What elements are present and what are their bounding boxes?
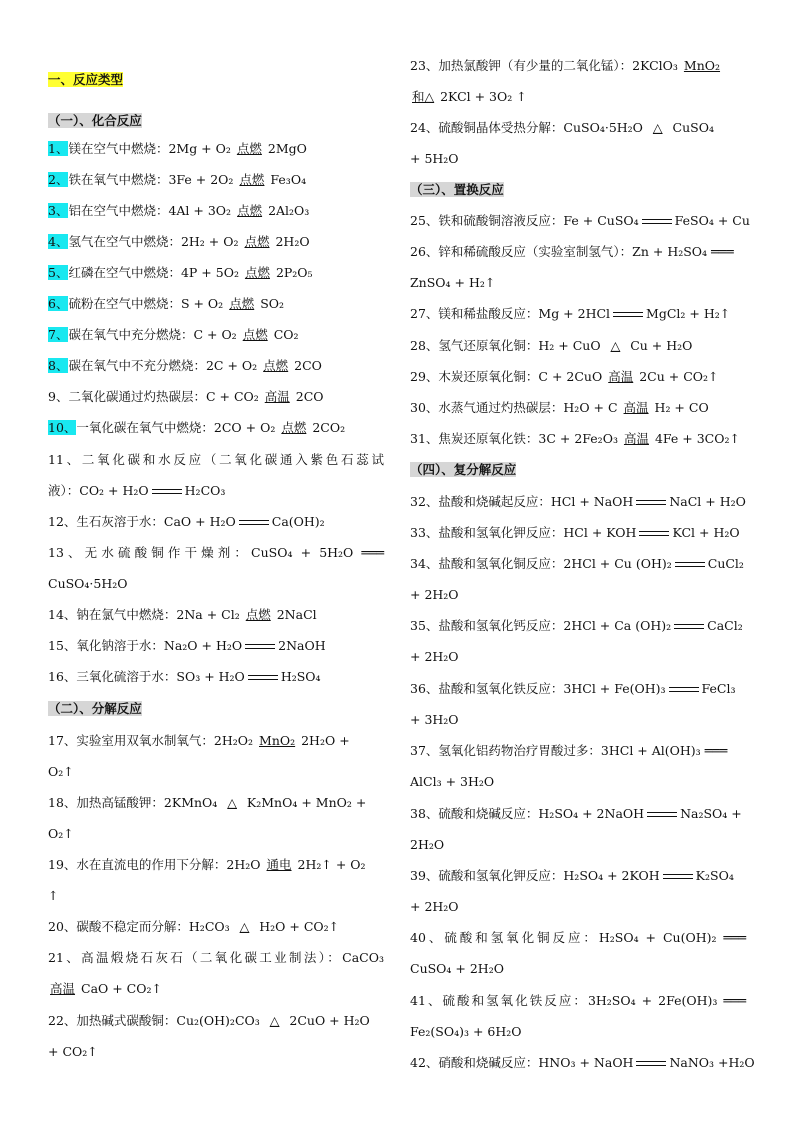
reaction-product: FeSO₄ + Cu: [674, 213, 750, 228]
reaction-text: 碳在氧气中不充分燃烧：2C + O₂: [68, 358, 258, 373]
reaction-line: [410, 743, 727, 759]
reaction-product: H₂O + CO₂↑: [259, 919, 340, 934]
reaction-line: [48, 265, 313, 281]
reaction-line: [48, 203, 309, 219]
reaction-condition: 高温: [50, 981, 76, 996]
reaction-line: [410, 837, 444, 853]
reaction-text: 红磷在空气中燃烧：4P + 5O₂: [68, 265, 239, 280]
reaction-line: [410, 712, 459, 728]
reaction-product: H₂CO₃: [184, 483, 226, 498]
reaction-product: K₂SO₄: [695, 868, 734, 883]
reaction-text: 15、氧化钠溶于水：Na₂O + H₂O: [48, 638, 243, 653]
item-number: 7、: [48, 327, 69, 342]
reaction-text: 一氧化碳在氧气中燃烧：2CO + O₂: [76, 420, 276, 435]
reaction-text: 21、高温煅烧石灰石（二氧化碳工业制法）：CaCO₃: [48, 950, 384, 965]
reaction-text: 13、无水硫酸铜作干燥剂：CuSO₄ + 5H₂O ═══: [48, 545, 384, 560]
reaction-line: [410, 868, 734, 884]
reaction-text: 二氧化碳通过灼热碳层：C + CO₂: [68, 389, 259, 404]
heading-text: 一、反应类型: [48, 72, 124, 87]
reaction-condition: 点燃: [244, 265, 270, 280]
reaction-text: ZnSO₄ + H₂↑: [410, 275, 496, 290]
equals-sign: [152, 489, 182, 494]
reaction-text: 30、水蒸气通过灼热碳层：H₂O + C: [410, 400, 618, 415]
reaction-product: 2CO₂: [312, 420, 346, 435]
reaction-line: [410, 587, 459, 603]
reaction-line: [48, 576, 128, 592]
reaction-product: 2H₂O +: [301, 733, 350, 748]
reaction-text: 碳在氧气中充分燃烧：C + O₂: [68, 327, 237, 342]
equals-sign: [639, 531, 669, 536]
reaction-line: [48, 638, 326, 654]
reaction-text: 37、氢氧化铝药物治疗胃酸过多：3HCl + Al(OH)₃ ═══: [410, 743, 728, 758]
reaction-product: CaO + CO₂↑: [81, 981, 162, 996]
subsection-heading: [410, 182, 504, 198]
equals-sign: [675, 562, 705, 567]
heat-condition: △: [239, 919, 250, 934]
reaction-condition: 点燃: [244, 234, 270, 249]
heat-condition: △: [227, 795, 237, 810]
reaction-product: 2CO: [295, 389, 324, 404]
heat-condition: △: [269, 1013, 280, 1028]
heading-text: （二）、分解反应: [48, 701, 142, 716]
equals-sign: [613, 312, 643, 317]
reaction-product: 4Fe + 3CO₂↑: [654, 431, 740, 446]
reaction-product: 2Al₂O₃: [268, 203, 310, 218]
reaction-text: + CO₂↑: [48, 1044, 98, 1059]
reaction-condition: 高温: [264, 389, 290, 404]
reaction-line: [48, 795, 366, 811]
reaction-text: 2H₂O: [410, 837, 445, 852]
reaction-line: [410, 1024, 522, 1040]
reaction-line: [410, 525, 740, 541]
reaction-line: [410, 89, 527, 105]
reaction-product: 2NaOH: [278, 638, 326, 653]
reaction-condition: 通电: [266, 857, 292, 872]
heading-text: （三）、置换反应: [410, 182, 504, 197]
reaction-line: [48, 1044, 98, 1060]
reaction-line: [48, 483, 225, 499]
reaction-text: 31、焦炭还原氧化铁：3C + 2Fe₂O₃: [410, 431, 618, 446]
reaction-text: AlCl₃ + 3H₂O: [410, 774, 495, 789]
reaction-line: [410, 494, 746, 510]
reaction-line: [48, 607, 317, 623]
reaction-text: 液）：CO₂ + H₂O: [48, 483, 149, 498]
reaction-text: 硫粉在空气中燃烧：S + O₂: [68, 296, 224, 311]
reaction-product: 2P₂O₅: [275, 265, 313, 280]
reaction-product: 2CO: [294, 358, 322, 373]
reaction-line: [410, 244, 734, 260]
reaction-condition: 点燃: [237, 203, 263, 218]
reaction-line: [410, 120, 714, 136]
reaction-text: 27、镁和稀盐酸反应：Mg + 2HCl: [410, 306, 611, 321]
reaction-text: 铁在氧气中燃烧：3Fe + 2O₂: [68, 172, 234, 187]
reaction-product: H₂ + CO: [654, 400, 709, 415]
reaction-line: [410, 806, 742, 822]
reaction-condition: 点燃: [242, 327, 268, 342]
item-number: 2、: [48, 172, 69, 187]
reaction-text: 29、木炭还原氧化铜：C + 2CuO: [410, 369, 603, 384]
reaction-condition: 点燃: [281, 420, 307, 435]
heat-condition: △: [610, 338, 621, 353]
reaction-text: CuSO₄ + 2H₂O: [410, 961, 504, 976]
reaction-text: 17、实验室用双氧水制氧气：2H₂O₂: [48, 733, 254, 748]
reaction-text: 22、加热碱式碳酸铜：Cu₂(OH)₂CO₃: [48, 1013, 260, 1028]
reaction-product: SO₂: [260, 296, 285, 311]
equals-sign: [636, 1061, 666, 1066]
reaction-line: [48, 296, 284, 312]
equals-sign: [245, 644, 275, 649]
reaction-condition: 高温: [608, 369, 634, 384]
reaction-text: Fe₂(SO₄)₃ + 6H₂O: [410, 1024, 522, 1039]
reaction-text: 14、钠在氯气中燃烧：2Na + Cl₂: [48, 607, 240, 622]
reaction-line: [48, 826, 74, 842]
reaction-product: 2H₂O: [275, 234, 310, 249]
reaction-condition: 和△: [412, 89, 435, 104]
reaction-condition: 点燃: [245, 607, 271, 622]
reaction-product: CaCl₂: [707, 618, 743, 633]
reaction-line: [48, 420, 345, 436]
reaction-line: [48, 327, 299, 343]
subsection-heading: [410, 462, 516, 478]
reaction-product: Na₂SO₄ +: [680, 806, 742, 821]
reaction-text: CuSO₄·5H₂O: [48, 576, 128, 591]
reaction-text: 氢气在空气中燃烧：2H₂ + O₂: [68, 234, 239, 249]
reaction-line: [410, 369, 719, 385]
reaction-line: [410, 681, 736, 697]
reaction-line: [48, 358, 322, 374]
reaction-product: 2KCl + 3O₂ ↑: [440, 89, 527, 104]
reaction-line: [410, 275, 495, 291]
item-number: 4、: [48, 234, 69, 249]
item-number: 8、: [48, 358, 69, 373]
reaction-text: + 2H₂O: [410, 649, 459, 664]
reaction-product: KCl + H₂O: [672, 525, 740, 540]
reaction-text: 32、盐酸和烧碱起反应：HCl + NaOH: [410, 494, 634, 509]
reaction-line: [48, 764, 74, 780]
reaction-condition: 高温: [623, 400, 649, 415]
reaction-text: 16、三氧化硫溶于水：SO₃ + H₂O: [48, 669, 245, 684]
equals-sign: [636, 500, 666, 505]
reaction-line: [48, 389, 324, 405]
reaction-line: [48, 888, 58, 904]
reaction-condition: 点燃: [263, 358, 289, 373]
reaction-line: [48, 545, 384, 561]
reaction-line: [410, 993, 746, 1009]
reaction-line: [410, 556, 744, 572]
equals-sign: [647, 812, 677, 817]
reaction-product: CuCl₂: [707, 556, 744, 571]
reaction-condition: 高温: [623, 431, 649, 446]
reaction-line: [410, 306, 730, 322]
reaction-line: [410, 400, 709, 416]
reaction-product: CuSO₄: [672, 120, 714, 135]
equals-sign: [669, 687, 699, 692]
reaction-product: 2H₂↑ + O₂: [297, 857, 366, 872]
reaction-text: + 2H₂O: [410, 587, 459, 602]
reaction-line: [410, 213, 750, 229]
reaction-condition: 点燃: [236, 141, 262, 156]
reaction-line: [48, 141, 307, 157]
reaction-text: + 2H₂O: [410, 899, 459, 914]
reaction-product: 2MgO: [267, 141, 307, 156]
reaction-line: [410, 930, 746, 946]
reaction-text: + 3H₂O: [410, 712, 459, 727]
reaction-text: 40、硫酸和氢氧化铜反应：H₂SO₄ + Cu(OH)₂ ═══: [410, 930, 746, 945]
reaction-product: 2CuO + H₂O: [289, 1013, 370, 1028]
item-number: 6、: [48, 296, 69, 311]
reaction-text: 铝在空气中燃烧：4Al + 3O₂: [68, 203, 232, 218]
reaction-line: [410, 338, 692, 354]
reaction-line: [410, 151, 459, 167]
reaction-line: [48, 981, 162, 997]
reaction-text: 42、硝酸和烧碱反应：HNO₃ + NaOH: [410, 1055, 634, 1070]
heat-condition: △: [652, 120, 663, 135]
reaction-line: [48, 172, 306, 188]
reaction-line: [48, 950, 384, 966]
reaction-product: K₂MnO₄ + MnO₂ +: [246, 795, 367, 810]
reaction-text: 25、铁和硫酸铜溶液反应：Fe + CuSO₄: [410, 213, 639, 228]
reaction-text: 33、盐酸和氢氧化钾反应：HCl + KOH: [410, 525, 637, 540]
reaction-line: [48, 514, 325, 530]
reaction-product: Ca(OH)₂: [271, 514, 325, 529]
equals-sign: [663, 874, 693, 879]
reaction-product: 2Cu + CO₂↑: [639, 369, 719, 384]
reaction-text: 23、加热氯酸钾（有少量的二氧化锰）：2KClO₃: [410, 58, 678, 73]
equals-sign: [239, 520, 269, 525]
reaction-line: [48, 452, 384, 468]
reaction-condition: MnO₂: [259, 733, 296, 748]
reaction-product: CO₂: [273, 327, 299, 342]
reaction-text: 39、硫酸和氢氧化钾反应：H₂SO₄ + 2KOH: [410, 868, 660, 883]
equals-sign: [674, 624, 704, 629]
reaction-line: [410, 618, 743, 634]
reaction-product: NaCl + H₂O: [669, 494, 746, 509]
reaction-text: O₂↑: [48, 826, 74, 841]
reaction-text: 24、硫酸铜晶体受热分解：CuSO₄·5H₂O: [410, 120, 643, 135]
reaction-text: 11、二氧化碳和水反应（二氧化碳通入紫色石蕊试: [48, 452, 384, 467]
reaction-text: 12、生石灰溶于水：CaO + H₂O: [48, 514, 236, 529]
reaction-text: 34、盐酸和氢氧化铜反应：2HCl + Cu (OH)₂: [410, 556, 672, 571]
reaction-product: H₂SO₄: [280, 669, 321, 684]
reaction-product: Cu + H₂O: [630, 338, 693, 353]
reaction-product: 2NaCl: [276, 607, 317, 622]
reaction-line: [410, 1055, 755, 1071]
reaction-text: 18、加热高锰酸钾：2KMnO₄: [48, 795, 218, 810]
heading-text: （四）、复分解反应: [410, 462, 517, 477]
reaction-text: 26、锌和稀硫酸反应（实验室制氢气）：Zn + H₂SO₄ ═══: [410, 244, 734, 259]
reaction-text: + 5H₂O: [410, 151, 459, 166]
reaction-text: 20、碳酸不稳定而分解：H₂CO₃: [48, 919, 230, 934]
item-number: 3、: [48, 203, 69, 218]
reaction-text: 35、盐酸和氢氧化钙反应：2HCl + Ca (OH)₂: [410, 618, 672, 633]
reaction-text: 19、水在直流电的作用下分解：2H₂O: [48, 857, 261, 872]
reaction-product: MgCl₂ + H₂↑: [646, 306, 731, 321]
reaction-text: O₂↑: [48, 764, 74, 779]
reaction-line: [48, 733, 350, 749]
reaction-text: 镁在空气中燃烧：2Mg + O₂: [68, 141, 231, 156]
reaction-line: [48, 234, 310, 250]
equals-sign: [642, 219, 672, 224]
reaction-line: [410, 774, 494, 790]
reaction-condition: 点燃: [239, 172, 265, 187]
item-number: 9、: [48, 389, 69, 404]
reaction-line: [48, 857, 366, 873]
section-heading: [48, 72, 123, 88]
reaction-text: ↑: [48, 888, 59, 903]
reaction-line: [410, 431, 740, 447]
reaction-line: [48, 1013, 370, 1029]
reaction-line: [410, 899, 459, 915]
item-number: 1、: [48, 141, 69, 156]
reaction-text: 28、氢气还原氧化铜：H₂ + CuO: [410, 338, 601, 353]
reaction-product: FeCl₃: [701, 681, 736, 696]
subsection-heading: [48, 113, 142, 129]
reaction-line: [48, 919, 339, 935]
item-number: 10、: [48, 420, 77, 435]
subsection-heading: [48, 701, 142, 717]
reaction-condition: 点燃: [229, 296, 255, 311]
reaction-text: 36、盐酸和氢氧化铁反应：3HCl + Fe(OH)₃: [410, 681, 666, 696]
reaction-product: Fe₃O₄: [270, 172, 307, 187]
reaction-text: 41、硫酸和氢氧化铁反应：3H₂SO₄ + 2Fe(OH)₃ ═══: [410, 993, 746, 1008]
reaction-line: [48, 669, 321, 685]
equals-sign: [248, 675, 278, 680]
item-number: 5、: [48, 265, 69, 280]
reaction-product: NaNO₃ +H₂O: [669, 1055, 755, 1070]
reaction-line: [410, 649, 459, 665]
heading-text: （一）、化合反应: [48, 113, 142, 128]
reaction-condition: MnO₂: [683, 58, 721, 73]
reaction-line: [410, 961, 504, 977]
reaction-text: 38、硫酸和烧碱反应：H₂SO₄ + 2NaOH: [410, 806, 645, 821]
reaction-line: [410, 58, 722, 74]
